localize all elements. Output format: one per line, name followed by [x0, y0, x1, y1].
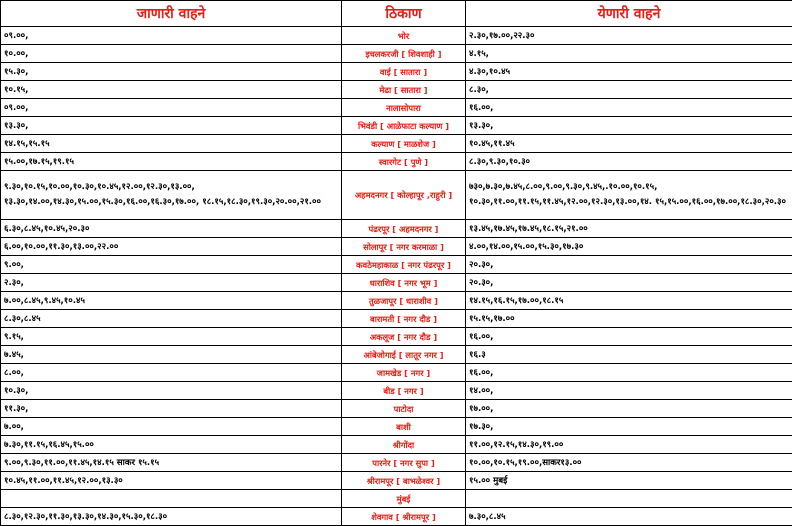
timetable-body [1, 27, 792, 526]
table-row [1, 153, 792, 171]
incoming-times: ८.३०, [466, 81, 792, 99]
outgoing-times: ७.००,८.४५,९.४५,१०.४५ [1, 292, 342, 310]
outgoing-times: १५.००,१७.१५,१९.१५ [1, 153, 342, 171]
table-row [1, 490, 792, 508]
destination: कल्याण [ माळशेज ] [342, 135, 466, 153]
table-row [1, 117, 792, 135]
table-row [1, 364, 792, 382]
outgoing-times: ७.४५, [1, 346, 342, 364]
table-row [1, 81, 792, 99]
destination: बीड [ नगर ] [342, 382, 466, 400]
table-row [1, 63, 792, 81]
outgoing-times: ९.१५, [1, 328, 342, 346]
destination: जामखेड [ नगर ] [342, 364, 466, 382]
outgoing-times: ७.३०,११.१५,१६.४५,१५.०० [1, 436, 342, 454]
destination: मुंबई [342, 490, 466, 508]
table-row [1, 454, 792, 472]
table-row [1, 238, 792, 256]
destination: आंबेजोगाई [ लातूर नगर ] [342, 346, 466, 364]
incoming-times: १५.०० मुबई [466, 472, 792, 490]
incoming-times: १७.००, [466, 400, 792, 418]
incoming-times: १०.००,१०.१५,१९.००,साकर१३.०० [466, 454, 792, 472]
incoming-times: १६.००, [466, 364, 792, 382]
outgoing-times: १३.३०, [1, 117, 342, 135]
incoming-times: १६.३ [466, 346, 792, 364]
destination: श्रीगोंदा [342, 436, 466, 454]
outgoing-times: ०९.००, [1, 27, 342, 45]
destination: धाराशिव [ नगर भूम ] [342, 274, 466, 292]
outgoing-times: ९.००,९.३०,११.००,११.४५,१४.१५ साकर १५.१५ [1, 454, 342, 472]
outgoing-times: १५.३०, [1, 63, 342, 81]
destination: भिवंडी [ आळेफाटा कल्याण ] [342, 117, 466, 135]
table-row [1, 328, 792, 346]
header-incoming: येणारी वाहने [466, 1, 792, 27]
table-row [1, 135, 792, 153]
table-row [1, 274, 792, 292]
outgoing-times: १०.००, [1, 45, 342, 63]
table-row [1, 27, 792, 45]
incoming-times: १७.३०, [466, 418, 792, 436]
table-row [1, 99, 792, 117]
outgoing-times: ६.३०,८.४५,१०.४५,२०.३० [1, 220, 342, 238]
outgoing-times: ८.००, [1, 364, 342, 382]
outgoing-times: ९.००, [1, 256, 342, 274]
destination: बारामती [ नगर दौड ] [342, 310, 466, 328]
incoming-times: ४.३०,१०.४५ [466, 63, 792, 81]
outgoing-times: १०.१५, [1, 81, 342, 99]
incoming-times: १४.१५,१६.१५,१७.००,१८.१५ [466, 292, 792, 310]
destination: नालासोपारा [342, 99, 466, 117]
destination: तुळजापूर [ धाराशीव ] [342, 292, 466, 310]
incoming-times: १६.००, [466, 99, 792, 117]
incoming-times: ११.००,१२.१५,१४.३०,१९.०० [466, 436, 792, 454]
incoming-times: २.३०,१७.००,२२.३० [466, 27, 792, 45]
outgoing-times: ९.३०,१०.१५,१०.००,१०.३०,१०.४५,१२.००,१२.३०,१३.००, १३.३०,१४.००,१४.३०,१५.००,१५.३०,१६.००,१६.३०,१७.००, १८.१५,१८.३०,१९.३०,२०.००,२१.०० [1, 171, 342, 220]
incoming-times: ४.१५, [466, 45, 792, 63]
incoming-times: १३.४५,१७.४५,१७.४५,१८.१५,२१.०० [466, 220, 792, 238]
destination: वाई [ सातारा ] [342, 63, 466, 81]
header-place: ठिकाण [342, 1, 466, 27]
outgoing-times: १४.१५,१५.१५ [1, 135, 342, 153]
destination: इचलकरजी [ शिवशाही ] [342, 45, 466, 63]
outgoing-times: १०.४५,११.००,११.४५,१२.००,१३.३० [1, 472, 342, 490]
outgoing-times: ८.३०,१२.३०,११.३०,१३.३०,१४.३०,१५.३०,१८.३० [1, 508, 342, 526]
outgoing-times: ११.३०, [1, 400, 342, 418]
outgoing-times: ६.००,१०.००,११.३०,१३.००,२२.०० [1, 238, 342, 256]
destination: पारनेर [ नगर सुपा ] [342, 454, 466, 472]
incoming-times: ७३०,७.३०,७.४५,८.००,९.००,९.३०,९.४५,.१०.००,१०.१५, १०.३०,११.००,११.१५,११.४५,१२.००,१२.३०,१३.००,१४. १५,१५.००,१६.००,१७.००,१८.३०,२०.३० [466, 171, 792, 220]
table-row [1, 346, 792, 364]
table-row [1, 171, 792, 220]
table-row [1, 400, 792, 418]
destination: पंढरपूर [ अहमदनगर ] [342, 220, 466, 238]
incoming-times: २०.३०, [466, 256, 792, 274]
table-row [1, 45, 792, 63]
incoming-times: १५.१५,१७.०० [466, 310, 792, 328]
destination: कवठेमहाकाळ [ नगर पंढरपूर ] [342, 256, 466, 274]
destination: श्रीरामपूर [ बाभळेश्वर ] [342, 472, 466, 490]
destination: बाशी [342, 418, 466, 436]
header-outgoing: जाणारी वाहने [1, 1, 342, 27]
incoming-times: १३.३०, [466, 117, 792, 135]
outgoing-times: ८.३०,८.४५ [1, 310, 342, 328]
incoming-times: १०.४५,११.४५ [466, 135, 792, 153]
table-row [1, 292, 792, 310]
outgoing-times: २.३०, [1, 274, 342, 292]
destination: अहमदनगर [ कोल्हापूर ,राहुरी ] [342, 171, 466, 220]
table-row [1, 436, 792, 454]
outgoing-times: १०.३०, [1, 382, 342, 400]
destination: अकलूज [ नगर दौड ] [342, 328, 466, 346]
table-row [1, 508, 792, 526]
destination: पाटोदा [342, 400, 466, 418]
outgoing-times [1, 490, 342, 508]
incoming-times: ४.००,१४.००,१५.००,१५.३०,१७.३० [466, 238, 792, 256]
table-row [1, 472, 792, 490]
incoming-times: ८.३०,९.३०,१०.३० [466, 153, 792, 171]
incoming-times: ७.३०,८.४५ [466, 508, 792, 526]
table-row [1, 382, 792, 400]
incoming-times: १४.००, [466, 382, 792, 400]
table-row [1, 310, 792, 328]
destination: मेढा [ सातारा ] [342, 81, 466, 99]
outgoing-times: ०९.००, [1, 99, 342, 117]
incoming-times [466, 490, 792, 508]
incoming-times: २०.३०, [466, 274, 792, 292]
destination: भोर [342, 27, 466, 45]
destination: सोलापूर [ नगर करमाळा ] [342, 238, 466, 256]
table-row [1, 418, 792, 436]
header-row [1, 1, 792, 27]
outgoing-times: ७.००, [1, 418, 342, 436]
incoming-times: १६.००, [466, 328, 792, 346]
table-row [1, 256, 792, 274]
table-row [1, 220, 792, 238]
destination: स्वारगेट [ पुणे ] [342, 153, 466, 171]
destination: शेवगाव [ श्रीरामपूर ] [342, 508, 466, 526]
